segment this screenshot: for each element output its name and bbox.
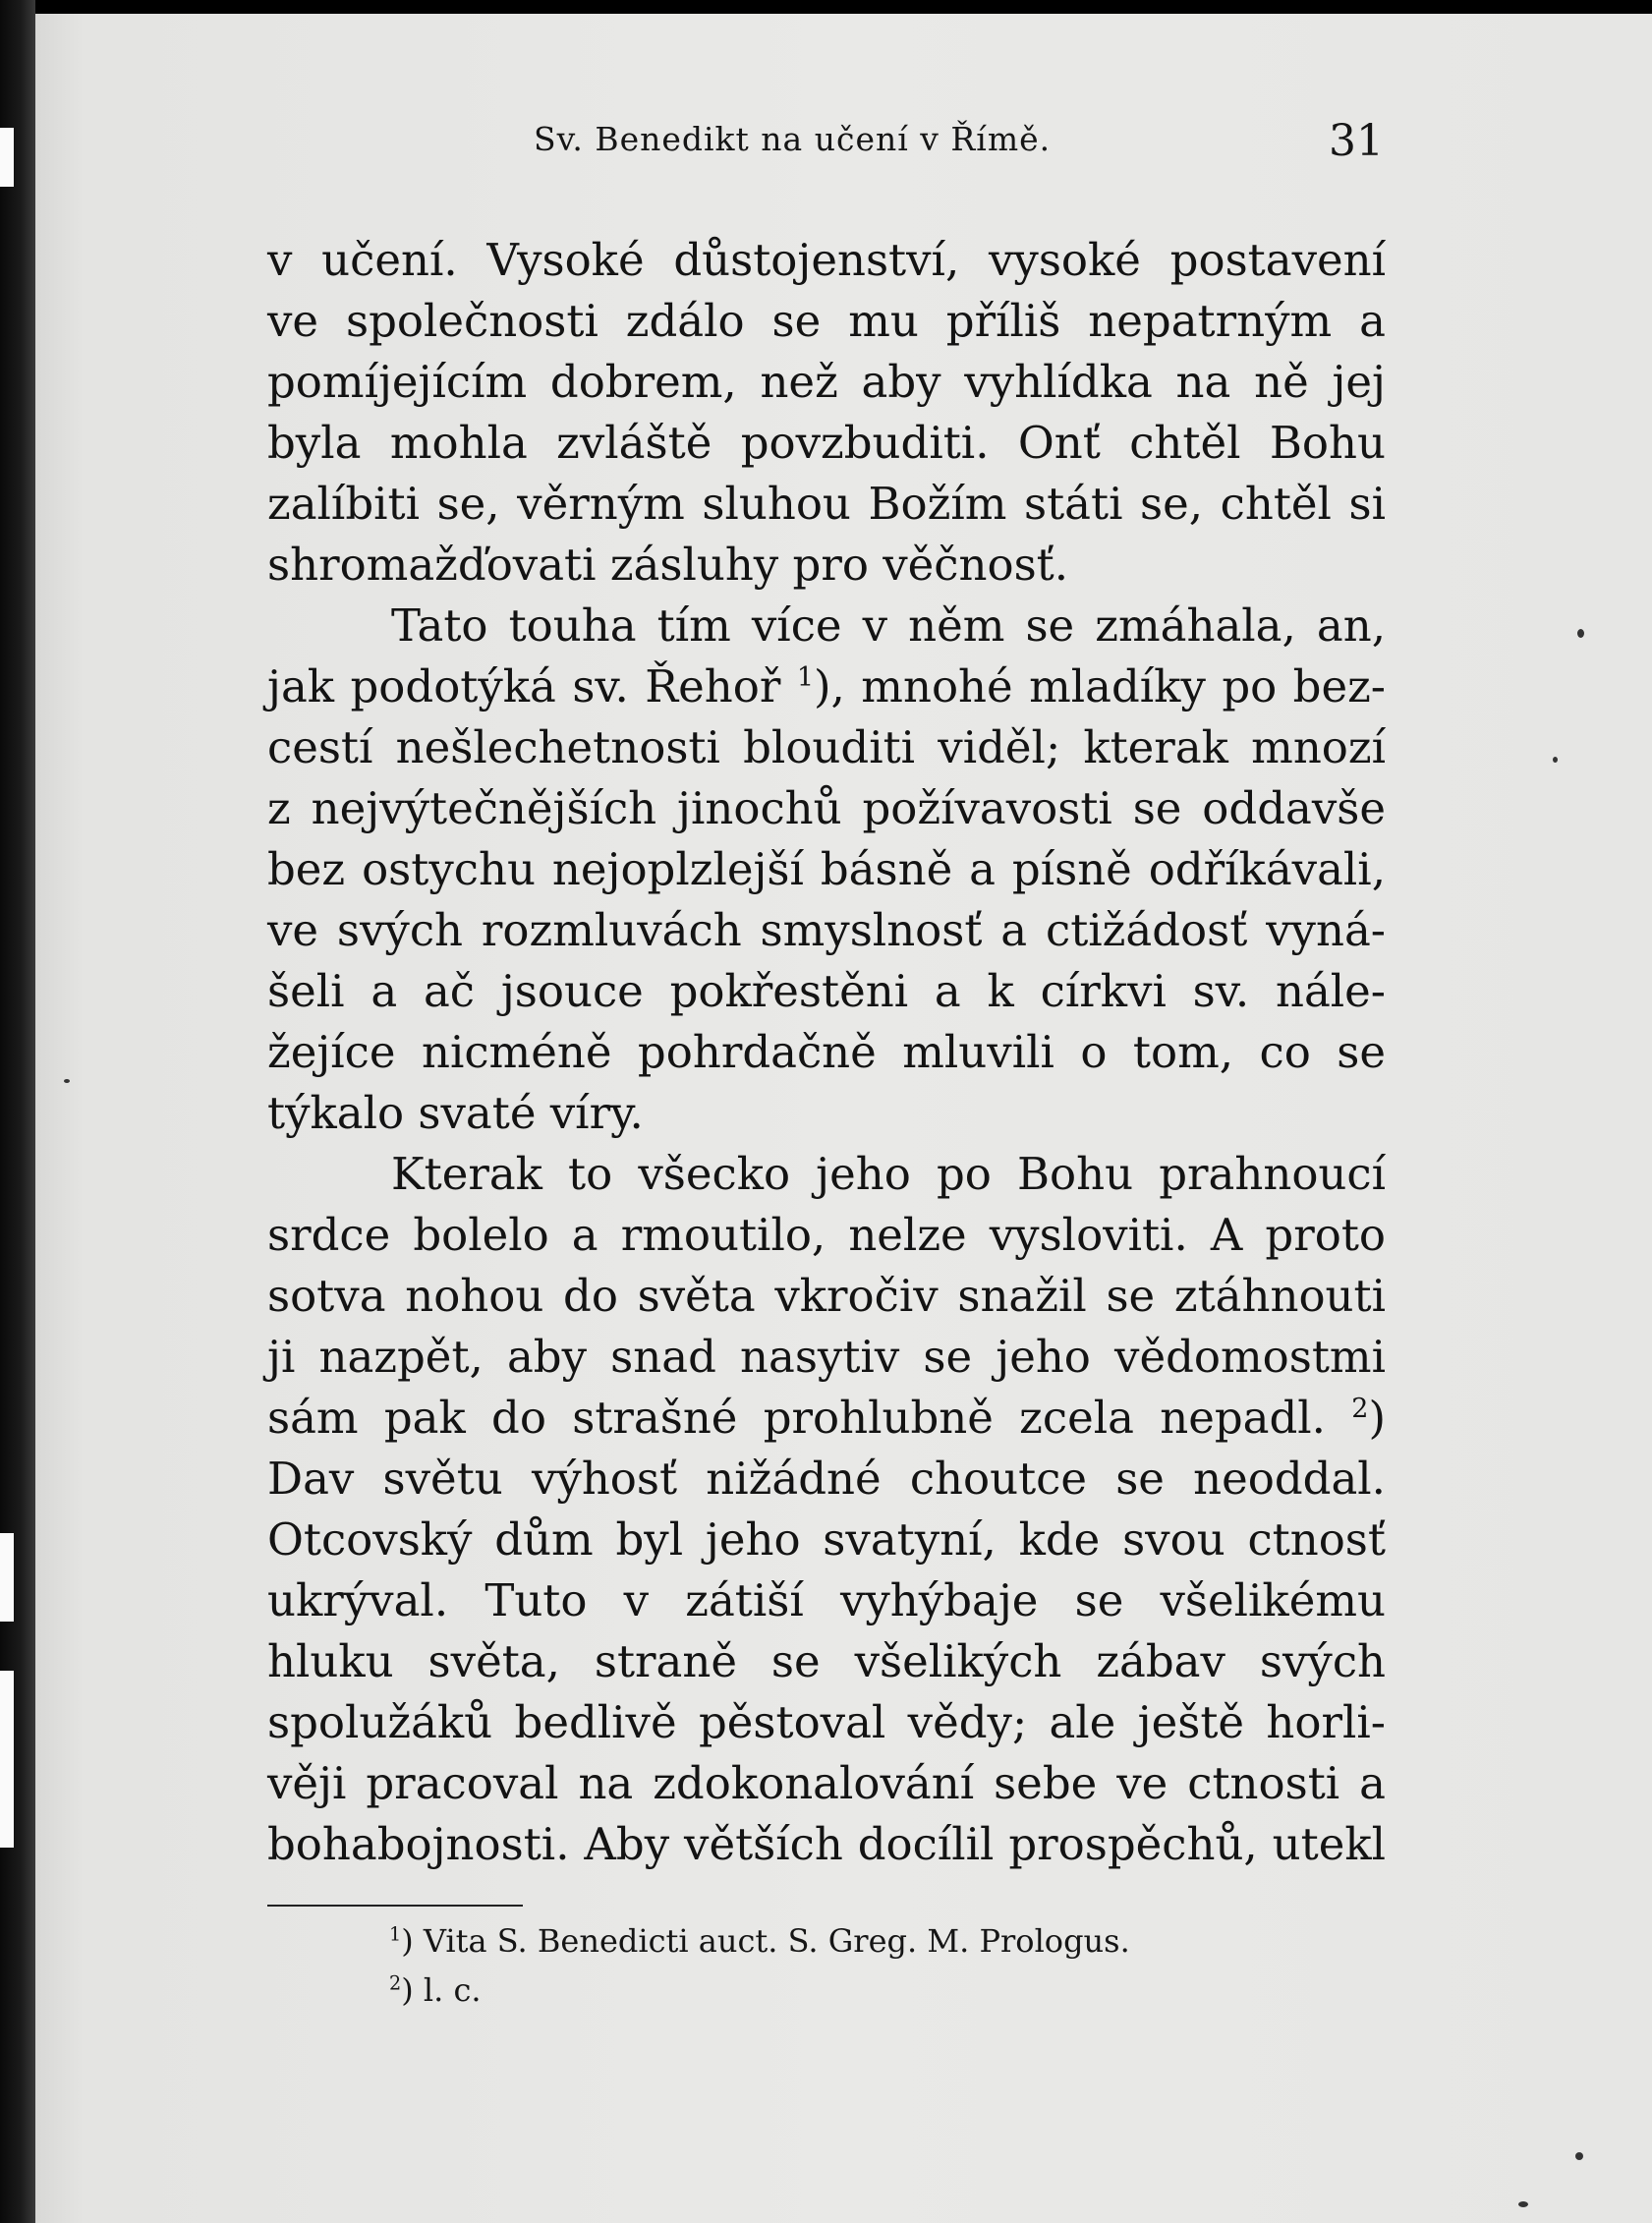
- footnote-mark: 1: [389, 1922, 402, 1946]
- paper-speck: [1577, 629, 1584, 638]
- text-line: z nejvýtečnějších jinochů požívavosti se oddavše: [267, 782, 1386, 834]
- text-line: bez ostychu nejoplzlejší básně a písně odříkávali,: [267, 843, 1386, 895]
- spine-mark: [0, 128, 14, 187]
- text-line: cestí nešlechetnosti blouditi viděl; kterak mnozí: [267, 721, 1386, 773]
- text-line: Tato touha tím více v něm se zmáhala, an,: [391, 599, 1386, 652]
- text-line: ve svých rozmluvách smyslnosť a ctižádosť vyná-: [267, 904, 1386, 956]
- text-segment: ): [1368, 1392, 1386, 1444]
- footnotes: [389, 1916, 1130, 2015]
- text-line: ukrýval. Tuto v zátiší vyhýbaje se všelikému: [267, 1574, 1386, 1626]
- footnote-ref: 2: [1351, 1394, 1369, 1424]
- running-head: Sv. Benedikt na učení v Římě.: [534, 120, 1052, 158]
- footnote-rule: [267, 1905, 523, 1907]
- footnote-text: ) l. c.: [401, 1971, 482, 2009]
- text-segment: ), mnohé mladíky po bez-: [814, 660, 1387, 712]
- text-line: spolužáků bedlivě pěstoval vědy; ale ještě horli-: [267, 1696, 1386, 1748]
- text-line: ji nazpět, aby snad nasytiv se jeho vědomostmi: [267, 1331, 1386, 1383]
- footnote-text: ) Vita S. Benedicti auct. S. Greg. M. Prologus.: [401, 1922, 1130, 1960]
- text-line: [267, 1388, 1386, 1449]
- text-line: zalíbiti se, věrným sluhou Božím státi se, chtěl si: [267, 478, 1386, 530]
- text-segment: jak podotýká sv. Řehoř: [267, 660, 781, 712]
- text-line: šeli a ač jsouce pokřestěni a k církvi sv. nále-: [267, 965, 1386, 1017]
- text-line: [267, 656, 1386, 717]
- book-spine: [0, 0, 35, 2223]
- text-line: žejíce nicméně pohrdačně mluvili o tom, co se: [267, 1026, 1386, 1078]
- footnote-ref: 1: [796, 662, 814, 693]
- spine-mark: [0, 1671, 14, 1848]
- spine-mark: [0, 1533, 14, 1622]
- text-line: v učení. Vysoké důstojenství, vysoké postavení: [267, 234, 1386, 286]
- footnote: [389, 1916, 1130, 1966]
- text-line: sotva nohou do světa vkročiv snažil se ztáhnouti: [267, 1270, 1386, 1322]
- footnote: [389, 1966, 1130, 2015]
- paper-speck: [1575, 2152, 1583, 2160]
- body-text: [267, 230, 1386, 1875]
- paper-speck: [64, 1079, 70, 1083]
- footnote-mark: 2: [389, 1971, 402, 1995]
- page-number: 31: [1329, 116, 1384, 166]
- text-segment: sám pak do strašné prohlubně zcela nepadl.: [267, 1392, 1326, 1444]
- text-line: shromažďovati zásluhy pro věčnosť.: [267, 539, 1069, 591]
- text-line: srdce bolelo a rmoutilo, nelze vysloviti. A proto: [267, 1209, 1386, 1261]
- text-line: Dav světu výhosť nižádné choutce se neoddal.: [267, 1453, 1386, 1505]
- text-line: hluku světa, straně se všelikých zábav svých: [267, 1635, 1386, 1687]
- text-line: pomíjejícím dobrem, než aby vyhlídka na ně jej: [267, 356, 1386, 408]
- text-line: bohabojnosti. Aby větších docílil prospěchů, utekl: [267, 1818, 1386, 1870]
- text-line: ve společnosti zdálo se mu příliš nepatrným a: [267, 295, 1386, 347]
- text-line: věji pracoval na zdokonalování sebe ve ctnosti a: [267, 1757, 1386, 1809]
- text-line: týkalo svaté víry.: [267, 1087, 644, 1139]
- paper-speck: [1518, 2201, 1528, 2207]
- text-line: Kterak to všecko jeho po Bohu prahnoucí: [391, 1148, 1386, 1200]
- text-line: Otcovský dům byl jeho svatyní, kde svou ctnosť: [267, 1513, 1386, 1566]
- text-line: byla mohla zvláště povzbuditi. Onť chtěl Bohu: [267, 417, 1386, 469]
- paper-speck: [1553, 757, 1558, 763]
